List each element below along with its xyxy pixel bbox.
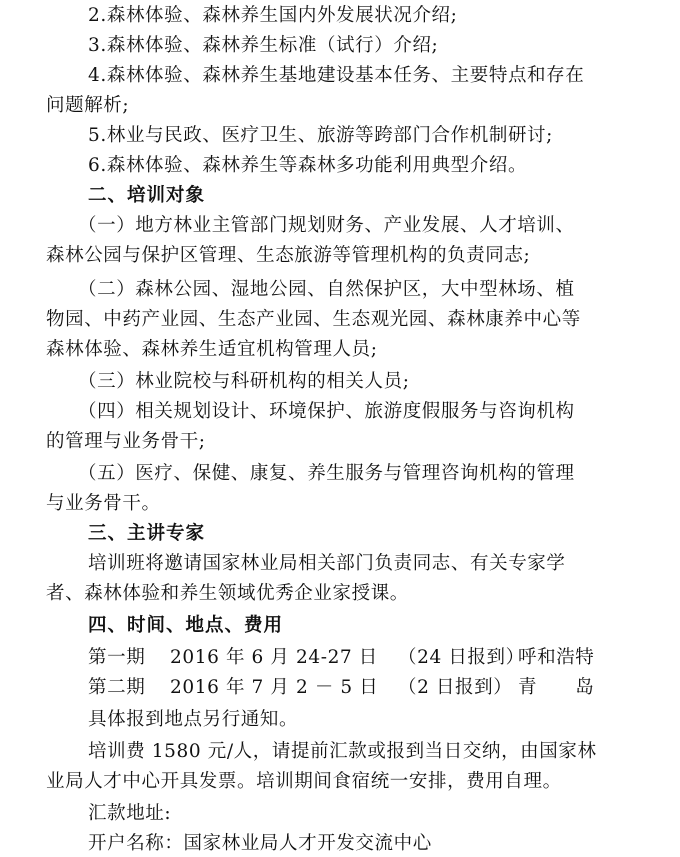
paragraph-line: 者、森林体验和养生领域优秀企业家授课。 bbox=[46, 583, 409, 604]
paragraph-line: 培训费 1580 元/人，请提前汇款或报到当日交纳，由国家林 bbox=[88, 741, 597, 762]
paragraph-line: 的管理与业务骨干; bbox=[46, 431, 206, 452]
paragraph-line: （四）相关规划设计、环境保护、旅游度假服务与咨询机构 bbox=[78, 401, 575, 422]
schedule-dates: 2016 年 7 月 2 － 5 日 bbox=[170, 677, 379, 698]
list-item: 6.森林体验、森林养生等森林多功能利用典型介绍。 bbox=[88, 155, 528, 176]
paragraph-line: （二）森林公园、湿地公园、自然保护区，大中型林场、植 bbox=[78, 279, 575, 300]
schedule-city: 呼和浩特 bbox=[518, 647, 595, 668]
list-item: 4.森林体验、森林养生基地建设基本任务、主要特点和存在 bbox=[88, 65, 585, 86]
remit-label: 汇款地址: bbox=[88, 803, 172, 824]
schedule-period: 第一期 bbox=[88, 647, 146, 668]
list-item-continuation: 问题解析; bbox=[46, 95, 130, 116]
paragraph-line: 业局人才中心开具发票。培训期间食宿统一安排，费用自理。 bbox=[46, 771, 562, 792]
paragraph-line: （三）林业院校与科研机构的相关人员; bbox=[78, 371, 410, 392]
section-heading: 二、培训对象 bbox=[88, 185, 206, 206]
section-heading: 三、主讲专家 bbox=[88, 523, 206, 544]
paragraph-line: 森林体验、森林养生适宜机构管理人员; bbox=[46, 339, 378, 360]
schedule-arrival: （2 日报到） bbox=[398, 677, 513, 698]
section-heading: 四、时间、地点、费用 bbox=[88, 615, 284, 636]
list-item: 3.森林体验、森林养生标准（试行）介绍; bbox=[88, 35, 439, 56]
schedule-row bbox=[88, 645, 594, 671]
paragraph-line: 物园、中药产业园、生态产业园、生态观光园、森林康养中心等 bbox=[46, 309, 581, 330]
paragraph-line: 森林公园与保护区管理、生态旅游等管理机构的负责同志; bbox=[46, 245, 531, 266]
paragraph-line: 培训班将邀请国家林业局相关部门负责同志、有关专家学 bbox=[88, 553, 566, 574]
paragraph-line: （一）地方林业主管部门规划财务、产业发展、人才培训、 bbox=[78, 215, 575, 236]
list-item: 5.林业与民政、医疗卫生、旅游等跨部门合作机制研讨; bbox=[88, 125, 553, 146]
schedule-row bbox=[88, 675, 594, 701]
schedule-city: 青 岛 bbox=[518, 677, 595, 698]
paragraph-line: 与业务骨干。 bbox=[46, 493, 161, 514]
list-item: 2.森林体验、森林养生国内外发展状况介绍; bbox=[88, 5, 458, 26]
paragraph-line: （五）医疗、保健、康复、养生服务与管理咨询机构的管理 bbox=[78, 463, 575, 484]
notice-text: 具体报到地点另行通知。 bbox=[88, 709, 299, 730]
schedule-arrival: （24 日报到） bbox=[398, 647, 525, 668]
schedule-dates: 2016 年 6 月 24-27 日 bbox=[170, 647, 378, 668]
schedule-period: 第二期 bbox=[88, 677, 146, 698]
account-name: 开户名称：国家林业局人才开发交流中心 bbox=[88, 833, 432, 854]
